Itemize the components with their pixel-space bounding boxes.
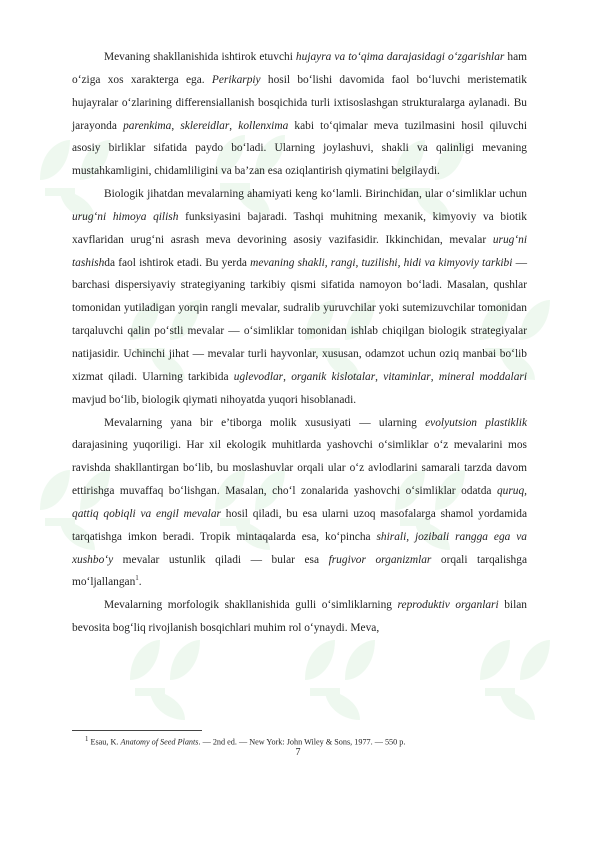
italic-term: reproduktiv organlari: [397, 599, 499, 612]
text-run: orqali tarqalishga mo‘ljallangan: [72, 553, 527, 589]
text-run: Mevaning shakllanishida ishtirok etuvchi: [104, 51, 296, 63]
text-run: ham o‘ziga xos xarakterga ega.: [72, 51, 527, 86]
italic-term: Perikarpiy: [211, 73, 261, 86]
text-run: mevalar ustunlik qiladi — bular esa: [113, 553, 329, 566]
italic-term: mineral moddalari: [438, 370, 528, 383]
paragraph: [72, 594, 527, 640]
text-run: darajasining yuqoriligi. Har xil ekologik muhitlarda yashovchi o‘simliklar o‘z mevalarini mos ravishda shakllantirgan bo‘lib, bu moslashuvlar orqali ular o‘z avlodlarini samarali tarzda davom ettirishga muvaffaq bo‘lishgan. Masalan, cho‘l zonalarida yashovchi o‘simliklar odatda: [72, 439, 527, 498]
text-run: funksiyasini bajaradi. Tashqi muhitning mexanik, kimyoviy va biotik xavflaridan urug‘ni asrash meva devorining asosiy vazifasidir. Ikkinchidan, mevalar: [72, 210, 527, 246]
italic-term: urug‘ni tashish: [72, 233, 527, 269]
body-text: [72, 46, 527, 640]
text-run: ,: [283, 370, 292, 383]
italic-term: quruq, qattiq qobiqli va engil mevalar: [72, 485, 527, 520]
page-number: 7: [295, 747, 301, 758]
italic-term: hujayra va to‘qima darajasidagi o‘zgarishlar: [295, 51, 505, 63]
text-run: Biologik jihatdan mevalarning ahamiyati keng ko‘lamli. Birinchidan, ular o‘simliklar uchun: [104, 188, 527, 201]
italic-term: organik kislotalar: [291, 370, 376, 383]
italic-term: urug‘ni himoya qilish: [72, 210, 179, 223]
text-run: kabi to‘qimalar meva tuzilmasini hosil qiluvchi asosiy birliklar sifatida paydo bo‘ladi. Ularning joylashuvi, shakli va qalinligi mevaning mustahkamligini, chidamliligini va ba’zan esa oziqlantirish qiymatini belgilaydi.: [72, 119, 527, 178]
leaf-logo-icon: [480, 640, 550, 720]
italic-term: kollenxima: [238, 119, 289, 132]
text-run: ,: [229, 119, 239, 132]
italic-term: frugivor organizmlar: [328, 553, 432, 566]
italic-term: mevaning shakli, rangi, tuzilishi, hidi va kimyoviy tarkibi: [250, 256, 513, 269]
paragraph: [72, 183, 527, 411]
paragraph: [72, 412, 527, 595]
text-run: da faol ishtirok etadi. Bu yerda: [104, 256, 251, 269]
text-run: Mevalarning yana bir e’tiborga molik xususiyati — ularning: [104, 416, 426, 429]
paragraph: [72, 46, 527, 183]
text-run: — barchasi dispersiyaviy strategiyaning tarkibiy qismi sifatida namoyon bo‘ladi. Masalan, qushlar tomonidan yutiladigan yorqin rangli mevalar, sudralib yuruvchilar yoki sutemizuvchilar tomonidan tarqaluvchi qalin po‘stli mevalar — o‘simliklar tomonidan ishlab chiqilgan biologik strategiyalar natijasidir. Uchinchi jihat — mevalar turli hayvonlar, xususan, odamzot uchun oziq manbai bo‘lib xizmat qiladi. Ularning tarkibida: [72, 256, 527, 383]
italic-term: Anatomy of Seed Plants: [120, 737, 199, 747]
italic-term: shirali, jozibali rangga ega va xushbo‘y: [72, 530, 527, 566]
italic-term: sklereidlar: [180, 119, 230, 132]
text-run: bilan bevosita bog‘liq rivojlanish bosqichlari muhim rol o‘ynaydi. Meva,: [72, 599, 527, 635]
italic-term: vitaminlar: [383, 370, 431, 383]
footnote-divider: [72, 730, 202, 731]
text-run: Esau, K.: [88, 737, 121, 747]
text-run: hosil qiladi, bu esa ularni uzoq masofalarga shamol yordamida tarqatishga imkon beradi. Tropik mintaqalarda esa, ko‘pincha: [72, 507, 527, 543]
footnote-marker: 1: [135, 574, 139, 583]
italic-term: evolyutsion plastiklik: [425, 416, 528, 429]
text-run: ,: [375, 370, 384, 383]
leaf-logo-icon: [305, 640, 375, 720]
leaf-logo-icon: [130, 640, 200, 720]
text-run: Mevalarning morfologik shakllanishida gulli o‘simliklarning: [104, 599, 398, 612]
italic-term: uglevodlar: [233, 370, 284, 383]
text-run: . — 2nd ed. — New York: John Wiley & Sons, 1977. — 550 p.: [198, 737, 406, 747]
text-run: ,: [430, 370, 439, 383]
text-run: ,: [171, 119, 181, 132]
text-run: hosil bo‘lishi davomida faol bo‘luvchi meristematik hujayralar o‘zlarining differensiallanish bosqichida turli ixtisoslashgan strukturalarga aylanadi. Bu jarayonda: [72, 73, 527, 132]
italic-term: parenkima: [123, 119, 172, 132]
text-run: mavjud bo‘lib, biologik qiymati nihoyatda yuqori hisoblanadi.: [72, 393, 357, 406]
text-run: .: [138, 576, 142, 589]
footnote: [85, 735, 525, 748]
footnote-marker: 1: [85, 736, 89, 743]
